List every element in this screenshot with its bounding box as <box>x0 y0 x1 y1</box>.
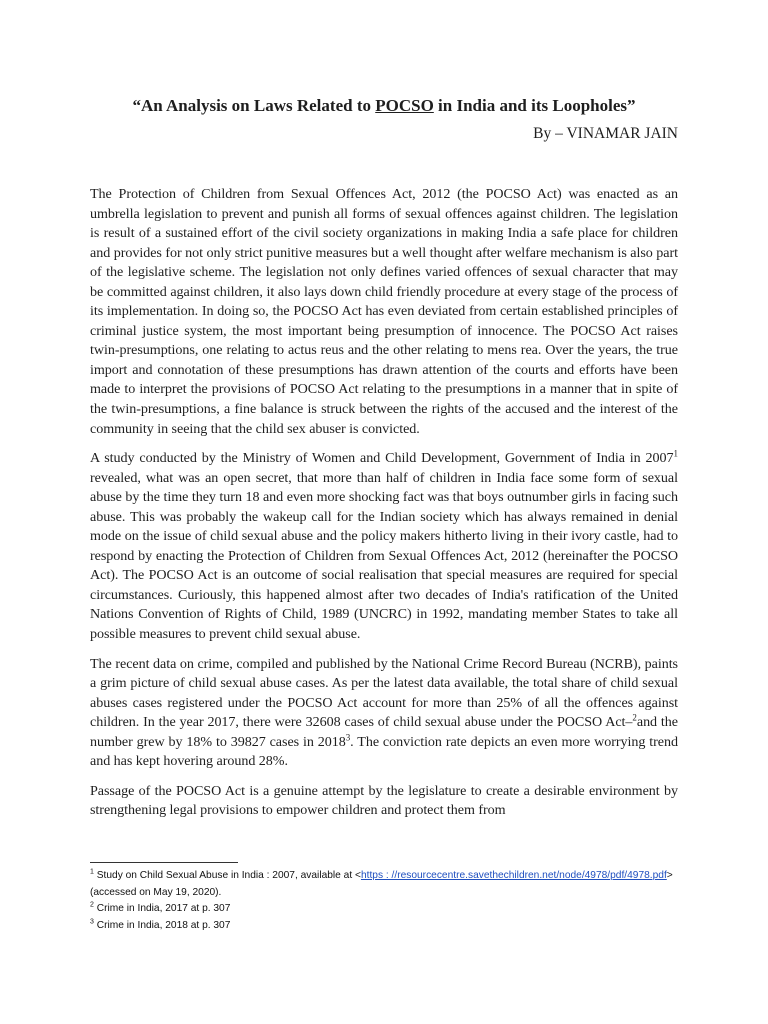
title-underlined-word: POCSO <box>375 96 434 115</box>
footnote-1-number: 1 <box>90 868 94 876</box>
footnote-ref-3[interactable]: 3 <box>345 732 351 743</box>
footnote-separator <box>90 862 238 863</box>
footnote-1-link[interactable]: https : //resourcecentre.savethechildren.net/node/4978/pdf/4978.pdf <box>360 870 667 881</box>
paragraph-1: The Protection of Children from Sexual Offences Act, 2012 (the POCSO Act) was enacted as an umbrella legislation to prevent and punish all forms of sexual offences against children. The legislation is result of a sustained effort of the civil society organizations in making India a safe place for children and provides for not only strict punitive measures but a well thought after welfare mechanism is also part of the legislative scheme. The legislation not only defines varied offences of sexual character that may be committed against children, it also lays down child friendly procedure at every stage of the process of its implementation. In doing so, the POCSO Act has even deviated from certain established principles of criminal justice system, the most important being presumption of innocence. The POCSO Act raises twin-presumptions, one relating to actus reus and the other relating to mens rea. Over the years, the true import and connotation of these presumptions has drawn attention of the courts and efforts have been made to interpret the provisions of POCSO Act relating to the presumptions in a manner that in spite of the twin-presumptions, a fine balance is struck between the rights of the accused and the interest of the community in seeing that the child sex abuser is convicted. <box>90 186 678 437</box>
document-body <box>90 185 678 831</box>
document-title <box>90 95 678 117</box>
paragraph-2-text-b: revealed, what was an open secret, that more than half of children in India face some form of sexual abuse by the time they turn 18 and even more shocking fact was that boys outnumber girls in facing such abuse. This was probably the wakeup call for the Indian society which has always remained in denial mode on the issue of child sexual abuse and the policy makers hitherto living in their ivory castle, had to respond by enacting the Protection of Children from Sexual Offences Act, 2012 (hereinafter the POCSO Act). The POCSO Act is an outcome of social realisation that special measures are required for special circumstances. Curiously, this happened almost after two decades of India's ratification of the United Nations Convention of Rights of Child, 1989 (UNCRC) in 1992, mandating member States to take all possible measures to prevent child sexual abuse. <box>90 469 678 643</box>
paragraph-3-text-b: and the number grew by 18% to 39827 cases in 2018 <box>90 714 678 750</box>
paragraph-2 <box>90 449 678 644</box>
paragraph-3 <box>90 655 678 772</box>
paragraph-3-text-a: The recent data on crime, compiled and published by the National Crime Record Bureau (NCRB), paints a grim picture of child sexual abuse cases. As per the latest data available, the total share of child sexual abuses cases registered under the POCSO Act account for more than 25% of all the offences against children. In the year 2017, there were 32608 cases of child sexual abuse under the POCSO Act– <box>90 655 678 731</box>
footnote-ref-1[interactable]: 1 <box>673 448 678 459</box>
footnote-2-number: 2 <box>90 901 94 909</box>
title-prefix: “An Analysis on Laws Related to <box>132 96 376 115</box>
title-suffix: in India and its Loopholes” <box>433 96 636 115</box>
footnotes <box>90 868 678 934</box>
author-byline: By – VINAMAR JAIN <box>533 125 678 142</box>
footnote-2-text: Crime in India, 2017 at p. 307 <box>93 903 231 914</box>
paragraph-3-text-c: . The conviction rate depicts an even more worrying trend and has kept hovering around 28%. <box>90 733 678 770</box>
paragraph-2-text-a: A study conducted by the Ministry of Women and Child Development, Government of India in 2007 <box>90 450 674 467</box>
footnote-3 <box>90 918 678 935</box>
footnote-1-text: Study on Child Sexual Abuse in India : 2007, available at < <box>93 870 361 881</box>
footnote-3-text: Crime in India, 2018 at p. 307 <box>93 919 231 931</box>
paragraph-4: Passage of the POCSO Act is a genuine attempt by the legislature to create a desirable environment by strengthening legal provisions to empower children and protect them from <box>90 782 678 819</box>
footnote-1 <box>90 868 678 901</box>
footnote-3-number: 3 <box>90 918 94 926</box>
footnote-2 <box>90 901 678 918</box>
footnote-1-tail: > (accessed on May 19, 2020). <box>90 870 673 898</box>
footnote-ref-2[interactable]: 2 <box>632 712 637 723</box>
